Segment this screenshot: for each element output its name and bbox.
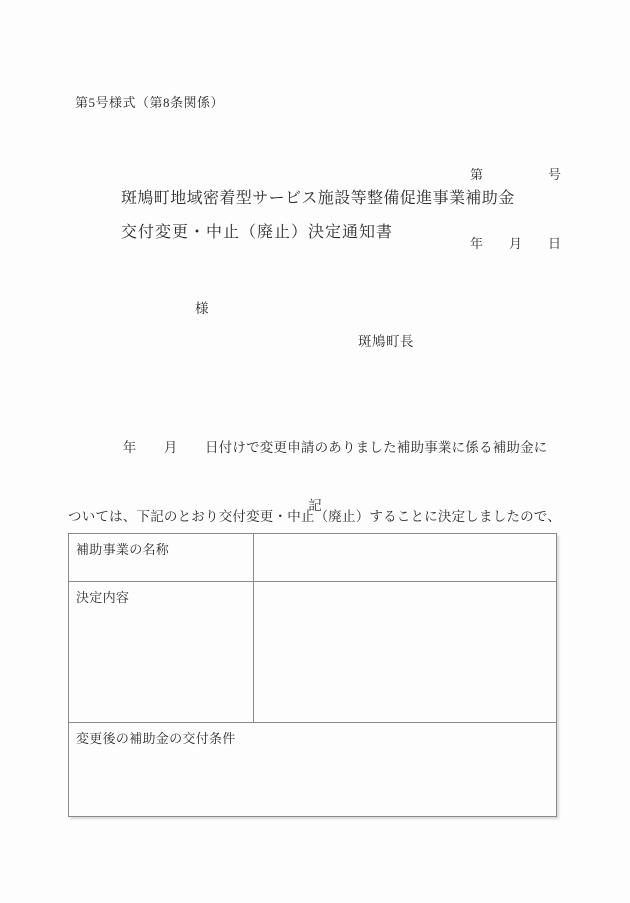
document-number-line: 第 号 xyxy=(470,167,562,182)
field-label-grant-conditions-after-change: 変更後の補助金の交付条件 xyxy=(69,723,557,817)
sub-title: 交付変更・中止（廃止）決定通知書 xyxy=(121,224,394,241)
form-number: 第5号様式（第8条関係） xyxy=(75,95,225,110)
body-line: 年 月 日付けで変更申請のありました補助事業に係る補助金に xyxy=(68,440,548,455)
field-value-decision-content xyxy=(254,582,557,723)
issuer-title: 斑鳩町長 xyxy=(358,334,414,349)
table-row xyxy=(69,582,557,723)
field-label-project-name: 補助事業の名称 xyxy=(69,534,254,582)
field-value-project-name xyxy=(254,534,557,582)
record-heading: 記 xyxy=(308,498,322,513)
field-label-decision-content: 決定内容 xyxy=(69,582,254,723)
table-row xyxy=(69,723,557,817)
recipient-name-suffix: 様 xyxy=(195,301,209,316)
body-line: ついては、下記のとおり交付変更・中止（廃止）することに決定しましたので、 xyxy=(68,509,561,524)
main-title: 斑鳩町地域密着型サービス施設等整備促進事業補助金 xyxy=(121,190,515,207)
table-row xyxy=(69,534,557,582)
document-number-block xyxy=(470,117,561,301)
details-table xyxy=(68,533,557,817)
date-line: 年 月 日 xyxy=(470,236,562,251)
